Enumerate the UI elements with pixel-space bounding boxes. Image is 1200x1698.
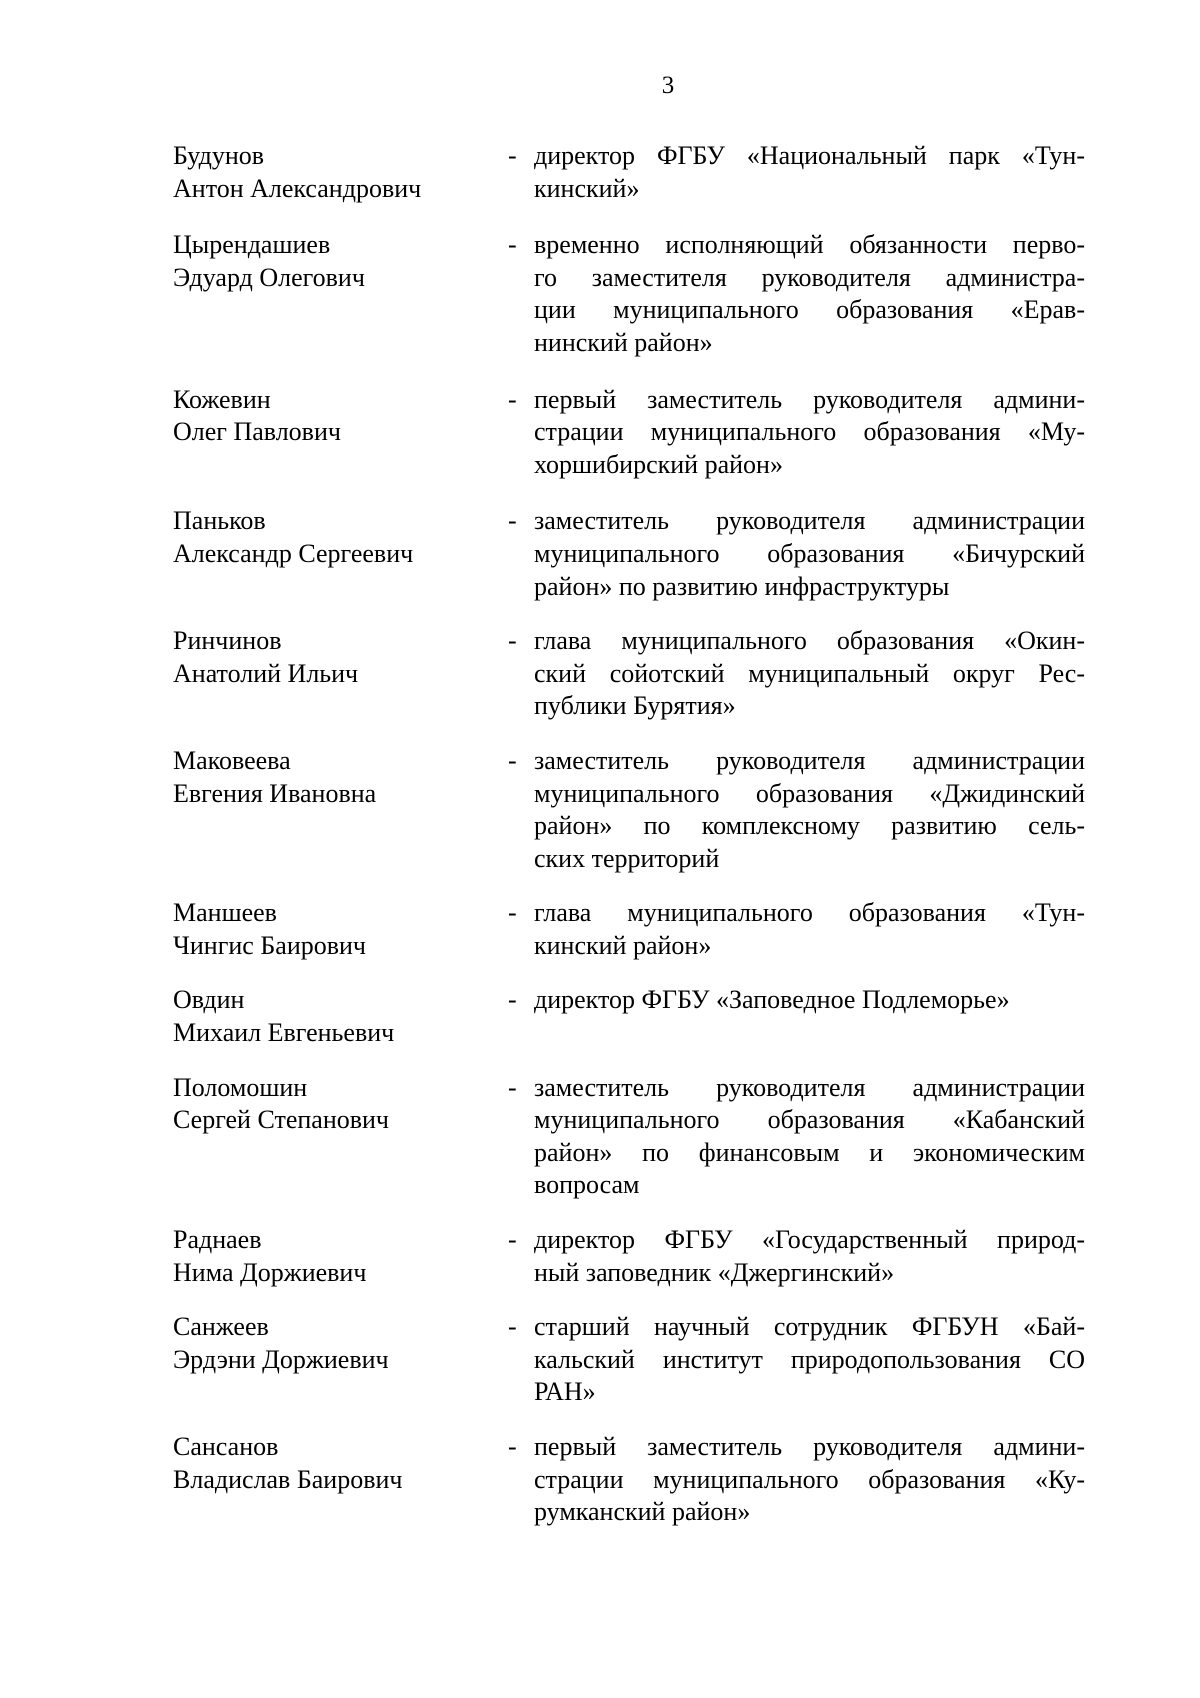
position-description xyxy=(534,505,1085,603)
surname: Будунов xyxy=(173,141,265,170)
description-line: первый заместитель руководителя админи- xyxy=(534,384,1085,414)
list-item xyxy=(173,1311,1085,1409)
given-names: Эдуард Олегович xyxy=(173,262,365,292)
description-line: заместитель руководителя администрации xyxy=(534,506,1085,536)
position-description xyxy=(534,1072,1085,1202)
list-item xyxy=(173,1431,1085,1529)
position-description xyxy=(534,897,1085,962)
description-line: кинский» xyxy=(534,173,640,203)
description-line: временно исполняющий обязанности перво- xyxy=(534,230,1085,260)
surname: Санжеев xyxy=(173,1312,269,1342)
description-line: директор ФГБУ «Национальный парк «Тун- xyxy=(534,141,1085,170)
person-name xyxy=(173,984,508,1049)
given-names: Владислав Баирович xyxy=(173,1464,403,1494)
person-name xyxy=(173,1072,508,1202)
surname: Цырендашиев xyxy=(173,230,331,260)
description-line: муниципального образования «Кабанский xyxy=(534,1105,1085,1135)
position-description xyxy=(534,1224,1085,1289)
description-line: ный заповедник «Джергинский» xyxy=(534,1257,895,1287)
description-line: директор ФГБУ «Государственный природ- xyxy=(534,1225,1085,1255)
dash-separator: - xyxy=(508,230,517,260)
description-line: кинский район» xyxy=(534,930,712,960)
position-description xyxy=(534,1431,1085,1529)
position-description xyxy=(534,1311,1085,1409)
person-name xyxy=(173,384,508,482)
list-item xyxy=(173,897,1085,962)
given-names: Олег Павлович xyxy=(173,417,341,447)
surname: Ринчинов xyxy=(173,626,282,656)
description-line: муниципального образования «Джидинский xyxy=(534,778,1085,808)
list-item xyxy=(173,625,1085,723)
surname: Маншеев xyxy=(173,898,277,928)
page-number: 3 xyxy=(661,72,675,99)
description-line: вопросам xyxy=(534,1170,640,1200)
person-name xyxy=(173,1431,508,1529)
given-names: Евгения Ивановна xyxy=(173,778,377,808)
list-item xyxy=(173,505,1085,603)
description-line: ских территорий xyxy=(534,843,720,873)
description-line: страции муниципального образования «Ку- xyxy=(534,1464,1085,1494)
given-names: Антон Александрович xyxy=(173,173,422,203)
dash-separator: - xyxy=(508,1312,517,1342)
list-item xyxy=(173,1224,1085,1289)
given-names: Чингис Баирович xyxy=(173,930,366,960)
description-line: первый заместитель руководителя админи- xyxy=(534,1432,1085,1461)
position-description xyxy=(534,745,1085,875)
list-item xyxy=(173,140,1085,205)
surname: Кожевин xyxy=(173,384,271,414)
list-item xyxy=(173,384,1085,482)
given-names: Александр Сергеевич xyxy=(173,538,414,568)
dash-separator: - xyxy=(508,898,517,928)
dash-separator: - xyxy=(508,1432,517,1461)
position-description xyxy=(534,984,1085,1049)
list-item xyxy=(173,984,1085,1049)
position-description xyxy=(534,625,1085,723)
description-line: румканский район» xyxy=(534,1497,751,1527)
surname: Сансанов xyxy=(173,1432,279,1461)
list-item xyxy=(173,745,1085,875)
dash-separator: - xyxy=(508,626,517,656)
person-name xyxy=(173,897,508,962)
surname: Маковеева xyxy=(173,745,291,775)
dash-separator: - xyxy=(508,1072,517,1102)
description-line: страции муниципального образования «Му- xyxy=(534,417,1085,447)
surname: Овдин xyxy=(173,985,245,1015)
person-name xyxy=(173,625,508,723)
description-line: ции муниципального образования «Ерав- xyxy=(534,295,1085,325)
person-name xyxy=(173,1224,508,1289)
person-name xyxy=(173,745,508,875)
description-line: публики Бурятия» xyxy=(534,691,736,721)
description-line: район» по развитию инфраструктуры xyxy=(534,571,950,601)
surname: Раднаев xyxy=(173,1225,262,1255)
list-item xyxy=(173,1072,1085,1202)
surname: Паньков xyxy=(173,506,266,536)
given-names: Михаил Евгеньевич xyxy=(173,1018,395,1048)
description-line: заместитель руководителя администрации xyxy=(534,745,1085,775)
description-line: директор ФГБУ «Заповедное Подлеморье» xyxy=(534,985,1010,1015)
dash-separator: - xyxy=(508,745,517,775)
description-line: район» по комплексному развитию сель- xyxy=(534,811,1085,841)
dash-separator: - xyxy=(508,506,517,536)
description-line: кальский институт природопользования СО xyxy=(534,1344,1085,1374)
given-names: Эрдэни Доржиевич xyxy=(173,1344,389,1374)
given-names: Сергей Степанович xyxy=(173,1105,390,1135)
description-line: ский сойотский муниципальный округ Рес- xyxy=(534,658,1085,688)
person-name xyxy=(173,229,508,359)
description-line: глава муниципального образования «Тун- xyxy=(534,898,1085,928)
person-name xyxy=(173,140,508,205)
description-line: старший научный сотрудник ФГБУН «Бай- xyxy=(534,1312,1085,1342)
person-name xyxy=(173,505,508,603)
description-line: глава муниципального образования «Окин- xyxy=(534,626,1085,656)
list-item xyxy=(173,229,1085,359)
position-description xyxy=(534,140,1085,205)
description-line: район» по финансовым и экономическим xyxy=(534,1137,1085,1167)
description-line: го заместителя руководителя администра- xyxy=(534,262,1085,292)
description-line: хоршибирский район» xyxy=(534,449,783,479)
surname: Поломошин xyxy=(173,1072,308,1102)
description-line: заместитель руководителя администрации xyxy=(534,1072,1085,1102)
description-line: муниципального образования «Бичурский xyxy=(534,538,1085,568)
dash-separator: - xyxy=(508,985,517,1015)
dash-separator: - xyxy=(508,384,517,414)
dash-separator: - xyxy=(508,141,517,170)
description-line: РАН» xyxy=(534,1377,596,1407)
given-names: Нима Доржиевич xyxy=(173,1257,367,1287)
description-line: нинский район» xyxy=(534,327,713,357)
position-description xyxy=(534,229,1085,359)
position-description xyxy=(534,384,1085,482)
given-names: Анатолий Ильич xyxy=(173,658,359,688)
person-name xyxy=(173,1311,508,1409)
members-list xyxy=(173,140,1085,1529)
dash-separator: - xyxy=(508,1225,517,1255)
